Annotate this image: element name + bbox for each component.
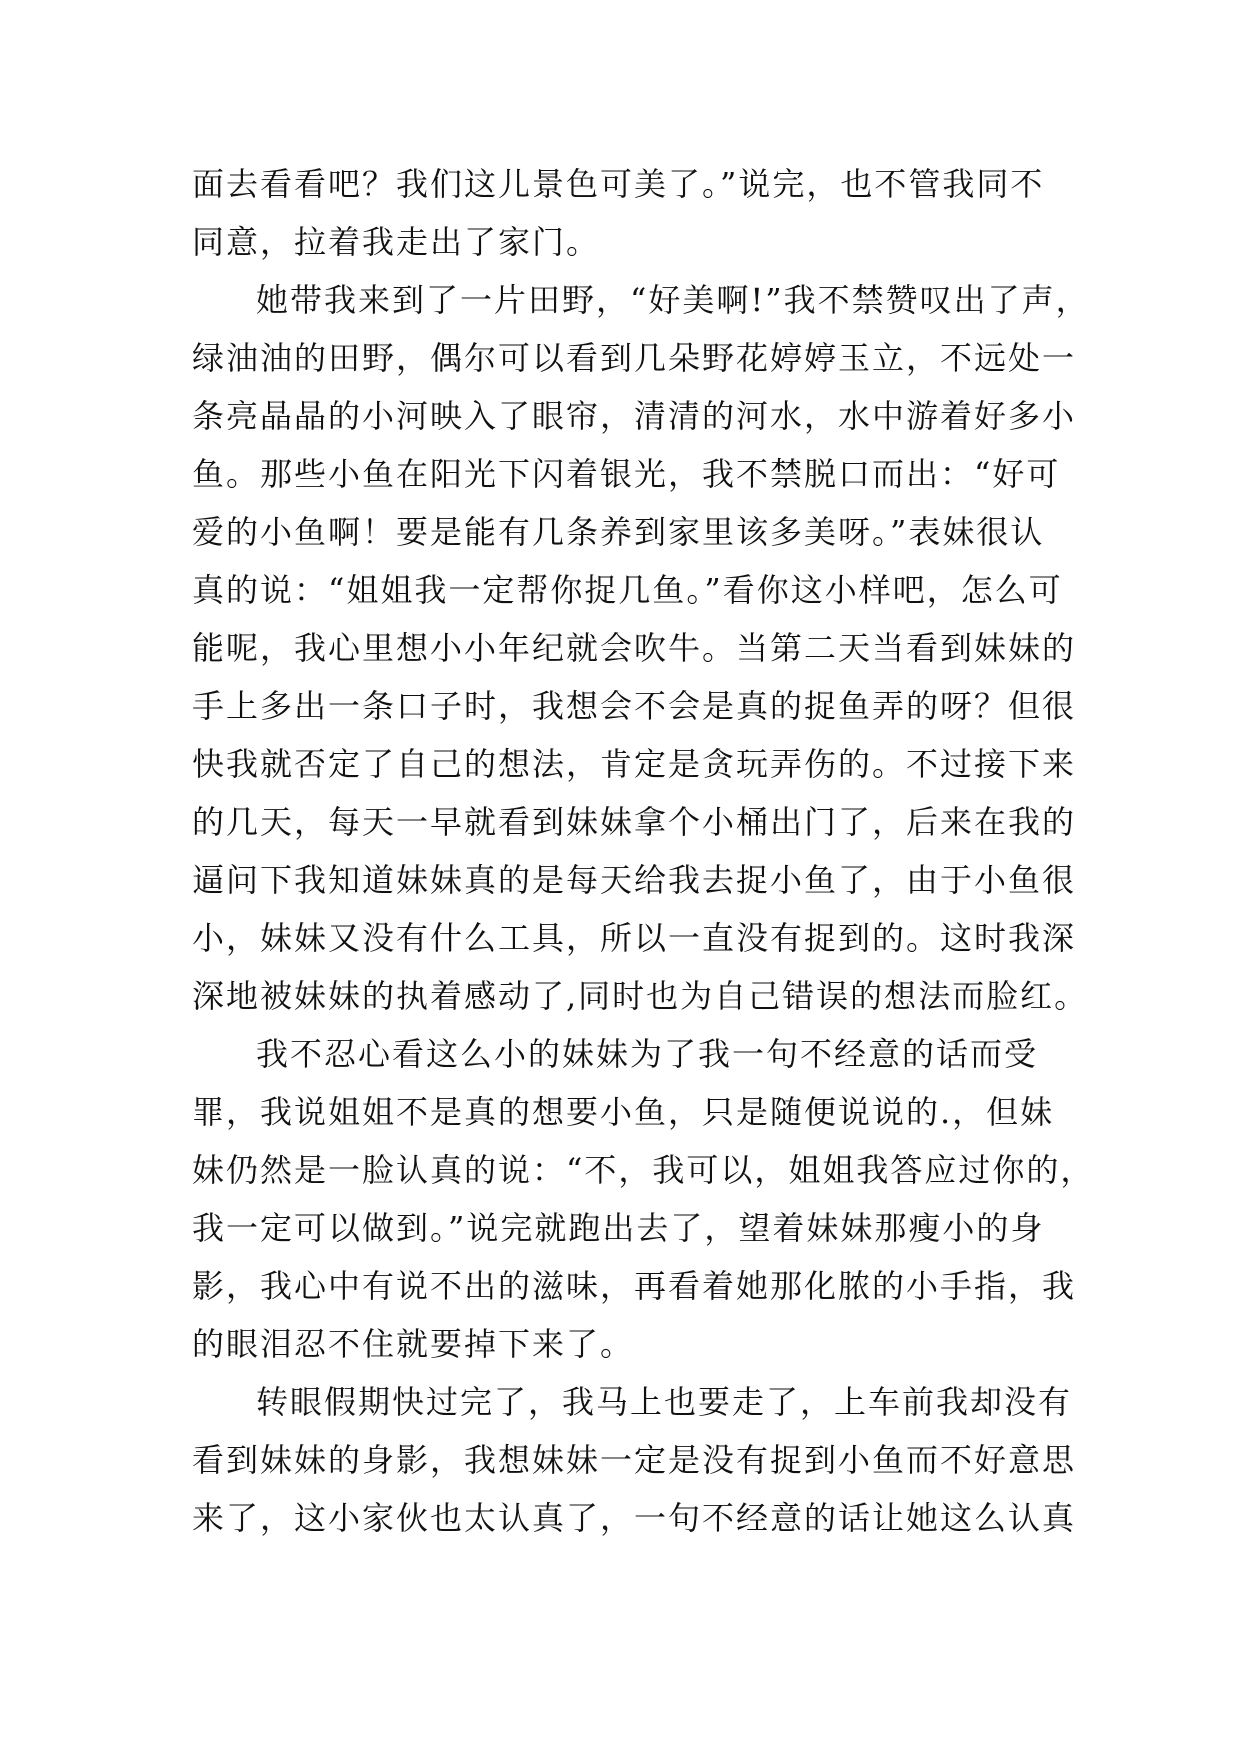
text-line: 逼问下我知道妹妹真的是每天给我去捉小鱼了，由于小鱼很: [192, 861, 1077, 899]
text-line: 转眼假期快过完了，我马上也要走了，上车前我却没有: [256, 1383, 1073, 1421]
text-line: 能呢，我心里想小小年纪就会吹牛。当第二天当看到妹妹的: [192, 629, 1077, 667]
text-line: 妹仍然是一脸认真的说：“不，我可以，姐姐我答应过你的，: [192, 1151, 1095, 1189]
text-line: 的几天，每天一早就看到妹妹拿个小桶出门了，后来在我的: [192, 803, 1077, 841]
body-text: [192, 155, 1095, 1547]
text-line: 影，我心中有说不出的滋味，再看着她那化脓的小手指，我: [192, 1267, 1077, 1305]
text-line: 来了，这小家伙也太认真了，一句不经意的话让她这么认真: [192, 1499, 1077, 1537]
text-line: 我一定可以做到。”说完就跑出去了，望着妹妹那瘦小的身: [192, 1209, 1045, 1247]
text-line: 同意，拉着我走出了家门。: [192, 223, 601, 261]
text-line: 爱的小鱼啊！要是能有几条养到家里该多美呀。”表妹很认: [192, 513, 1045, 551]
text-line: 看到妹妹的身影，我想妹妹一定是没有捉到小鱼而不好意思: [192, 1441, 1077, 1479]
text-line: 的眼泪忍不住就要掉下来了。: [192, 1325, 635, 1363]
text-line: 深地被妹妹的执着感动了,同时也为自己错误的想法而脸红。: [192, 977, 1089, 1015]
text-line: 我不忍心看这么小的妹妹为了我一句不经意的话而受: [256, 1035, 1039, 1073]
text-line: 快我就否定了自己的想法，肯定是贪玩弄伤的。不过接下来: [192, 745, 1077, 783]
text-line: 手上多出一条口子时，我想会不会是真的捉鱼弄的呀？但很: [192, 687, 1077, 725]
text-line: 她带我来到了一片田野，“好美啊!”我不禁赞叹出了声，: [256, 281, 1090, 319]
text-line: 鱼。那些小鱼在阳光下闪着银光，我不禁脱口而出：“好可: [192, 455, 1061, 493]
text-line: 面去看看吧？我们这儿景色可美了。”说完，也不管我同不: [192, 165, 1045, 203]
text-line: 罪，我说姐姐不是真的想要小鱼，只是随便说说的.，但妹: [192, 1093, 1055, 1131]
text-line: 小，妹妹又没有什么工具，所以一直没有捉到的。这时我深: [192, 919, 1077, 957]
text-line: 真的说：“姐姐我一定帮你捉几鱼。”看你这小样吧，怎么可: [192, 571, 1063, 609]
text-line: 条亮晶晶的小河映入了眼帘，清清的河水，水中游着好多小: [192, 397, 1077, 435]
text-line: 绿油油的田野，偶尔可以看到几朵野花婷婷玉立，不远处一: [192, 339, 1077, 377]
